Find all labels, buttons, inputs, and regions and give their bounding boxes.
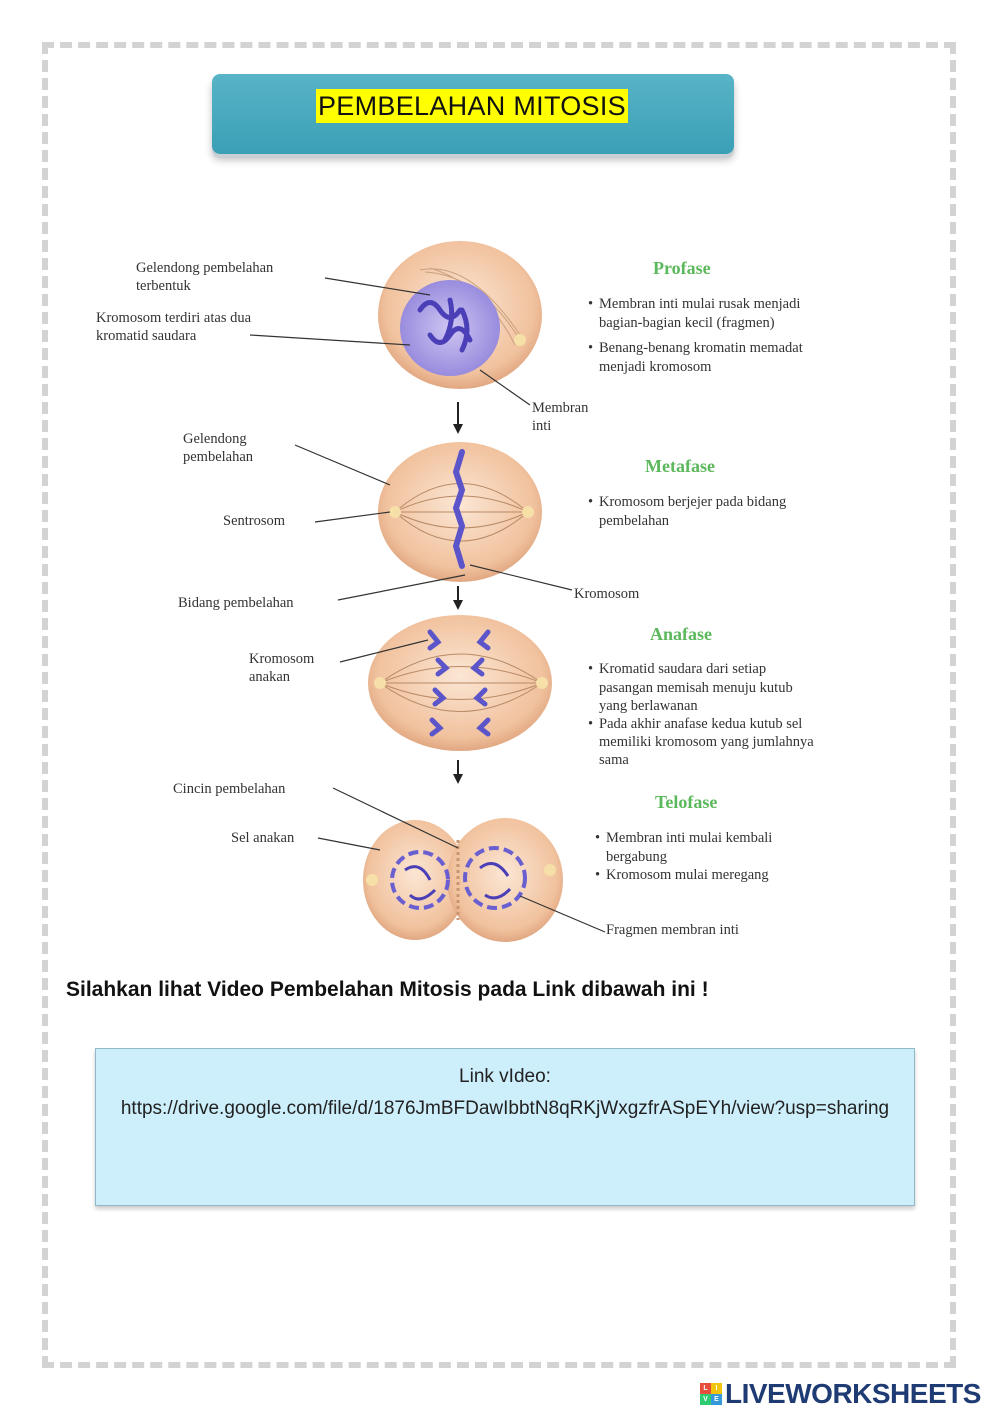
anafase-bullet-2-line-1: Pada akhir anafase kedua kutub sel [599,716,803,732]
logo-icon [700,1383,722,1405]
profase-bullet-1-line-2: bagian-bagian kecil (fragmen) [599,315,775,331]
label-metaphase-plate: Bidang pembelahan [178,595,294,611]
label-anaphase-daughter-2: anakan [249,669,291,685]
instruction-text: Silahkan lihat Video Pembelahan Mitosis pada Link dibawah ini ! [66,978,709,1001]
label-metaphase-chromosome: Kromosom [574,586,640,602]
label-telophase-fragment: Fragmen membran inti [606,922,739,938]
label-prophase-membrane-2: inti [532,418,552,434]
label-metaphase-spindle-1: Gelendong [183,431,247,447]
profase-bullet-2-line-2: menjadi kromosom [599,359,712,375]
phase-name-telofase: Telofase [655,792,718,812]
bullet-marker: • [588,494,594,510]
phase-name-anafase: Anafase [650,624,712,644]
anafase-bullet-2-line-3: sama [599,752,629,768]
label-prophase-membrane-1: Membran [532,400,589,416]
label-anaphase-daughter-1: Kromosom [249,651,315,667]
link-box [95,1048,915,1206]
anafase-bullet-1-line-1: Kromatid saudara dari setiap [599,661,767,677]
label-prophase-spindle-1: Gelendong pembelahan [136,260,274,276]
link-label: Link vIdeo: [459,1066,551,1087]
metaphase-cell [378,442,542,582]
logo-letter-e: E [711,1394,722,1405]
prophase-cell [378,241,542,389]
profase-bullet-1-line-1: Membran inti mulai rusak menjadi [599,296,801,312]
logo-letter-v: V [700,1394,711,1405]
bullet-marker: • [588,716,594,732]
telofase-bullet-1-line-1: Membran inti mulai kembali [606,830,773,846]
phase-name-metafase: Metafase [645,456,715,476]
anaphase-cell [368,615,552,751]
telofase-bullet-1-line-2: bergabung [606,849,667,865]
label-prophase-spindle-2: terbentuk [136,278,191,294]
label-telophase-daughter-cell: Sel anakan [231,830,295,846]
page-title: PEMBELAHAN MITOSIS [318,91,626,121]
label-telophase-ring: Cincin pembelahan [173,781,286,797]
telophase-cell [363,818,563,942]
anafase-bullet-1-line-3: yang berlawanan [599,698,698,714]
logo-letter-i: I [711,1383,722,1394]
logo-letter-l: L [700,1383,711,1394]
anafase-bullet-2-line-2: memiliki kromosom yang jumlahnya [599,734,814,750]
anafase-bullet-1-line-2: pasangan memisah menuju kutub [599,680,793,696]
bullet-marker: • [595,830,601,846]
label-metaphase-centrosome: Sentrosom [223,513,286,529]
bullet-marker: • [588,340,594,356]
liveworksheets-logo[interactable] [700,1378,981,1410]
metafase-bullet-1-line-1: Kromosom berjejer pada bidang [599,494,787,510]
bullet-marker: • [595,867,601,883]
profase-bullet-2-line-1: Benang-benang kromatin memadat [599,340,803,356]
label-prophase-chromosome-1: Kromosom terdiri atas dua [96,310,252,326]
phase-name-profase: Profase [653,258,711,278]
bullet-marker: • [588,296,594,312]
label-prophase-chromosome-2: kromatid saudara [96,328,197,344]
label-metaphase-spindle-2: pembelahan [183,449,254,465]
telofase-bullet-2-line-1: Kromosom mulai meregang [606,867,769,883]
bullet-marker: • [588,661,594,677]
mitosis-diagram [90,240,910,960]
logo-text: LIVEWORKSHEETS [725,1378,981,1409]
metafase-bullet-1-line-2: pembelahan [599,513,670,529]
video-link[interactable]: https://drive.google.com/file/d/1876JmBFDawIbbtN8qRKjWxgzfrASpEYh/view?usp=sharing [120,1098,890,1119]
